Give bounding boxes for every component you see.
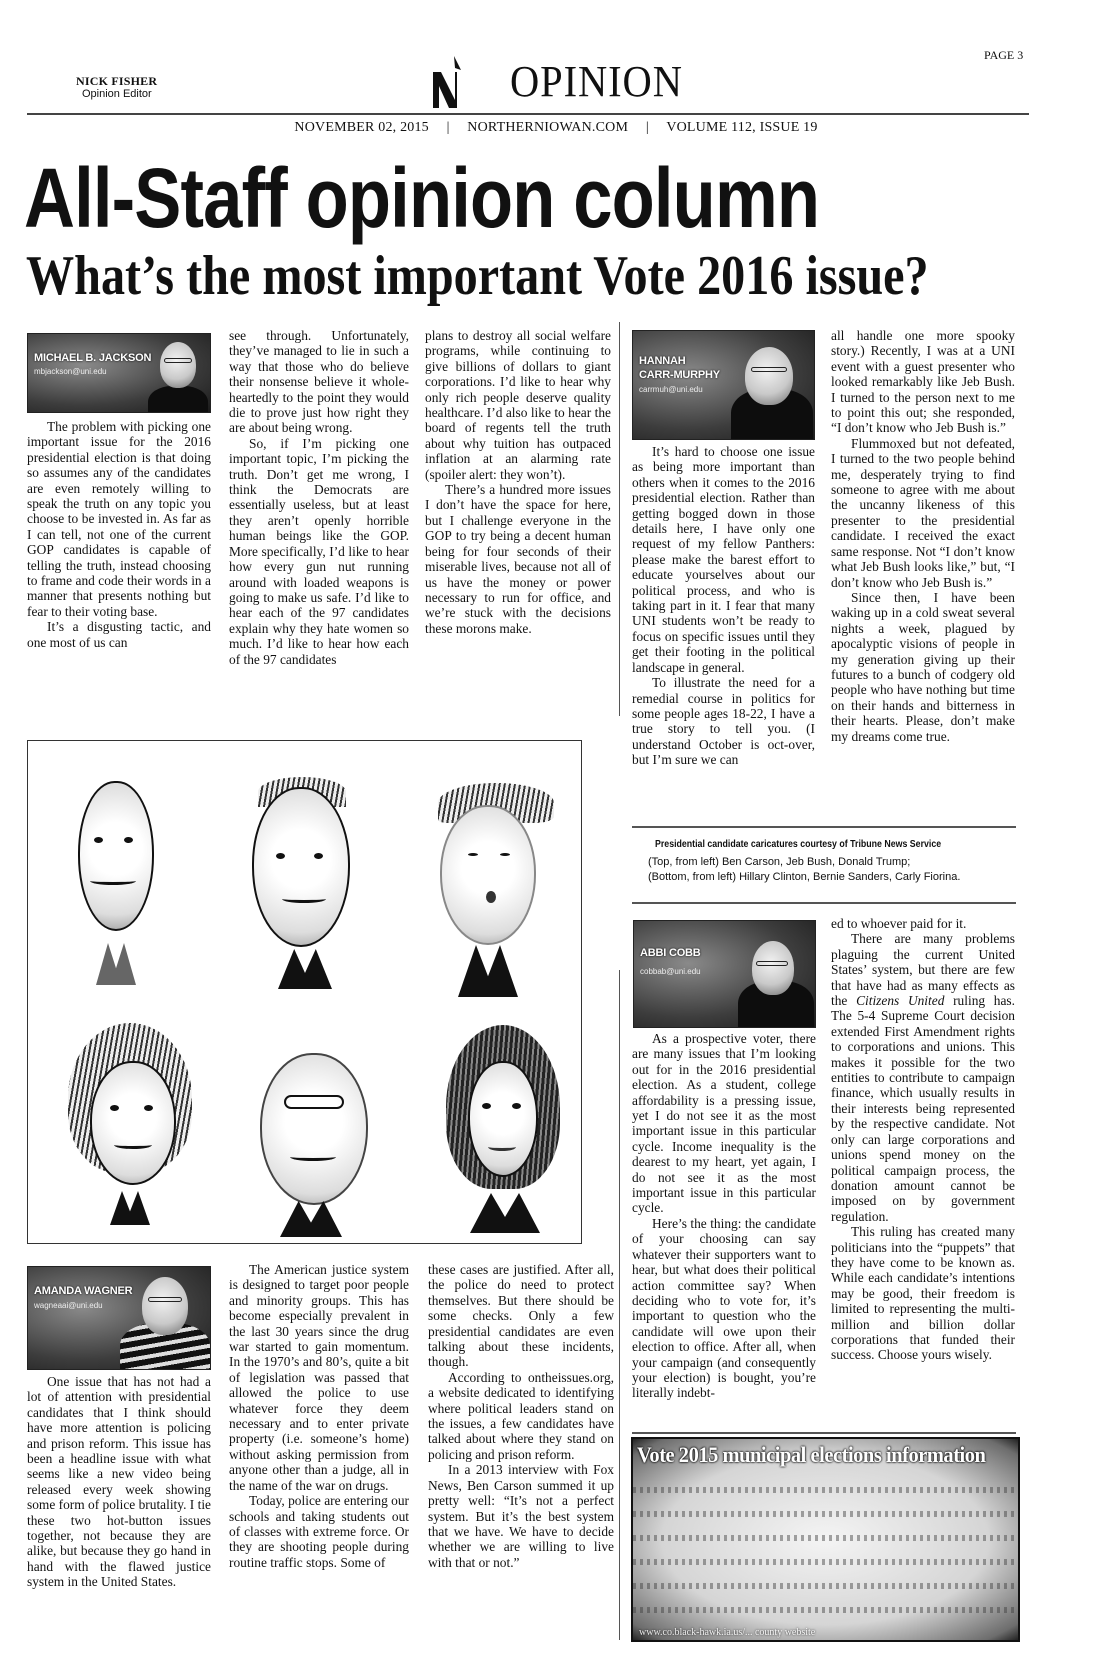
case-name: Citizens United <box>856 993 945 1009</box>
column-cobb-2 <box>831 916 1015 1363</box>
paragraph: One issue that has not had a lot of attention with presidential candidates that I think should have more attention is policing and prison reform. This issue has been a headline issue with what seems like a new video being released every week showing some form of police brutality. I tie these two hot-button issues together, not because they are alike, but because they go hand in hand with the flawed justice system in the United States. <box>27 1374 211 1590</box>
column-wagner-1 <box>27 1374 211 1590</box>
paragraph: Since then, I have been waking up in a cold sweat several nights a week, plagued by apocalyptic visions of people in my generation giving up their futures to a bunch of codgery old people who have nothing but time on their hands and bitterness in their hearts. Please, don’t make my dreams come true. <box>831 589 1015 744</box>
headline: All-Staff opinion column <box>24 151 820 245</box>
paragraph: Flummoxed but not defeated, I turned to the two people behind me, desperately trying to find someone to agree with me about the uncanny likeness of this presenter to the presidential candidate. I received the exact same response. Not “I don’t know what Jeb Bush looks like,” but, “I don’t know who Jeb Bush is.” <box>831 435 1015 590</box>
author-name: MICHAEL B. JACKSON <box>34 352 152 364</box>
caricature-jeb-bush <box>248 777 358 997</box>
column-divider <box>619 322 620 716</box>
website[interactable]: NORTHERNIOWAN.COM <box>467 120 629 135</box>
text: There are many problems plaguing the current United States’ system, but there are few that have had as many effects as the <box>831 931 1015 1009</box>
candidate-caricatures-image <box>27 740 582 1244</box>
column-cobb-1 <box>632 1031 816 1401</box>
caption-top-row: (Top, from left) Ben Carson, Jeb Bush, Donald Trump; <box>648 856 911 868</box>
paragraph: The problem with picking one important issue for the 2016 presidential election is that doing so assumes any of the candidates are even remotely willing to speak the truth on any topic you choose to be invested in. As far as I can tell, not one of the current GOP candidates is capable of telling the truth, instead choosing to frame and code their words in a manner that presents nothing but fear to their voting base. <box>27 419 211 619</box>
election-info-title: Vote 2015 municipal elections information <box>637 1442 986 1467</box>
separator: | <box>446 120 450 135</box>
volume-issue: VOLUME 112, ISSUE 19 <box>666 120 818 135</box>
column-divider <box>619 970 620 1640</box>
paragraph: The American justice system is designed to target poor people and minority groups. This has become especially prevalent in the last 30 years since the drug war started to gain momentum. In the 1970’s and 80’s, quite a bit of legislation was passed that allowed the police to use whatever force they deem necessary and to enter private property (i.e. someone’s home) without asking permission from anyone other than a judge, all in the name of the war on drugs. <box>229 1262 409 1493</box>
editor-title: Opinion Editor <box>82 88 152 100</box>
paragraph: In a 2013 interview with Fox News, Ben Carson summed it up pretty well: “It’s not a perfect system. But it’s the best system that we have. We have to decide whether we are willing to live with that or not.” <box>428 1462 614 1570</box>
paragraph: Today, police are entering our schools and taking students out of classes with extreme force. Or they are shooting people during routine traffic stops. Some of <box>229 1493 409 1570</box>
column-carr-murphy-1 <box>632 444 815 768</box>
section-title: OPINION <box>510 57 683 106</box>
paragraph: plans to destroy all social welfare programs, while continuing to give billions of dollars to giant corporations. I’d like to hear why only rich people deserve quality healthcare. I’d also like to hear the board of regents tell the truth about why tuition has outpaced inflation at an alarming rate (spoiler alert: they won’t). <box>425 328 611 482</box>
editor-name: NICK FISHER <box>76 74 158 88</box>
section-rule <box>632 826 1016 828</box>
section-rule <box>632 1432 1016 1434</box>
author-name: ABBI COBB <box>640 947 701 959</box>
dateline <box>0 120 1112 136</box>
paragraph: It’s hard to choose one issue as being more important than others when it comes to the 2016 presidential election. Rather than getting bogged down in those details here, I have only one request of my fellow Panthers: please make the barest effort to educate yourselves about our political process, and who is taking part in it. I fear that many UNI students won’t be ready to focus on specific issues until they get their footing in the political landscape in general. <box>632 444 815 675</box>
northern-iowan-logo-icon <box>433 56 461 108</box>
election-info-link[interactable]: www.co.black-hawk.ia.us/... county website <box>639 1627 816 1638</box>
author-photo-cobb <box>633 920 816 1028</box>
author-email: cobbab@uni.edu <box>640 967 701 976</box>
author-name-last: CARR-MURPHY <box>639 369 720 381</box>
paragraph: see through. Unfortunately, they’ve managed to lie in such a way that those who do believe their nonsense believe it whole-heartedly to the point they would die to prove just how right they are about being wrong. <box>229 328 409 436</box>
paragraph: To illustrate the need for a remedial course in politics for some people ages 18-22, I have a true story to tell you. (I understand October is oct-over, but I’m sure we can <box>632 675 815 768</box>
column-jackson-2 <box>229 328 409 667</box>
paragraph: There’s a hundred more issues I don’t have the space for here, but I challenge everyone in the GOP to try being a decent human being for four seconds of their miserable lives, because not all of us have the money or power necessary to run for office, and we’re stuck with the decisions these morons make. <box>425 482 611 636</box>
column-jackson-3 <box>425 328 611 636</box>
paragraph: Here’s the thing: the candidate of your choosing can say whatever their supporters want to hear, but what does their political action committee say? When deciding who to vote for, it’s important to question who the candidate will owe upon their election to office. After all, when your campaign (and consequently your election) is bought, you’re literally indebt- <box>632 1215 816 1401</box>
paragraph: So, if I’m picking one important topic, I’m picking the truth. Don’t get me wrong, I think the Democrats are essentially useless, but at least they aren’t openly horrible human beings like the GOP. More specifically, I’d like to hear how every gun nut running around with loaded weapons is going to make us safe. I’d like to hear each of the 97 candidates explain why they hate women so much. I’d like to hear how each of the 97 candidates <box>229 435 409 667</box>
election-info-box <box>631 1437 1020 1642</box>
column-carr-murphy-2 <box>831 328 1015 744</box>
page-number: PAGE 3 <box>984 48 1024 62</box>
column-wagner-2 <box>229 1262 409 1570</box>
paragraph: all handle one more spooky story.) Recently, I was at a UNI event with a guest presenter who looked remarkably like Jeb Bush. I turned to the person next to me to point this out; she responded, “I don’t know who Jeb Bush is.” <box>831 328 1015 436</box>
author-photo-carr-murphy <box>632 330 815 440</box>
paragraph: It’s a disgusting tactic, and one most of us can <box>27 619 211 650</box>
subheadline: What’s the most important Vote 2016 issue? <box>26 245 929 307</box>
column-wagner-3 <box>428 1262 614 1570</box>
issue-date: NOVEMBER 02, 2015 <box>294 120 429 135</box>
author-email: mbjackson@uni.edu <box>34 367 107 376</box>
author-name-first: HANNAH <box>639 355 686 367</box>
author-photo-jackson <box>27 333 211 413</box>
paragraph <box>831 931 1015 1224</box>
paragraph: As a prospective voter, there are many issues that I’m looking out for in the 2016 presidential election. As a student, college affordability is a pressing issue, yet I do not see it as the most important issue in this particular cycle. Income inequality is the dearest to my heart, yet again, I do not see it as the most important issue in this particular cycle. <box>632 1031 816 1216</box>
caricature-donald-trump <box>428 783 558 1003</box>
paragraph: these cases are justified. After all, the police do need to protect themselves. But there should be some checks. Only a few presidential candidates are even talking about these incidents, though. <box>428 1262 614 1370</box>
text: ruling has. The 5-4 Supreme Court decision extended First Amendment rights to corporations and unions. This makes it possible for the two entities to contribute to campaign finance, which usually results in their interests being represented by the respective candidate. Not only can large corporations and unions spend money on the political campaign process, the donation amount cannot be imposed on by government regulation. <box>831 993 1015 1224</box>
caricature-ben-carson <box>76 781 166 991</box>
column-jackson-1 <box>27 419 211 650</box>
separator: | <box>645 120 649 135</box>
caption-bottom-row: (Bottom, from left) Hillary Clinton, Bernie Sanders, Carly Fiorina. <box>648 871 961 883</box>
author-email: wagneaai@uni.edu <box>34 1301 103 1310</box>
paragraph: According to ontheissues.org, a website dedicated to identifying where political leaders stand on the issues, a few candidates have talked about where they stand on policing and prison reform. <box>428 1369 614 1462</box>
caricature-hillary-clinton <box>68 1023 198 1233</box>
caricature-carly-fiorina <box>446 1025 566 1235</box>
author-email: carrmuh@uni.edu <box>639 385 703 394</box>
author-name: AMANDA WAGNER <box>34 1285 133 1297</box>
paragraph: This ruling has created many politicians into the “puppets” that they have come to be known as. While each candidate’s intentions may be good, their freedom is limited to representing the multi-million and billion dollar corporations that funded their success. Choose yours wisely. <box>831 1224 1015 1363</box>
paragraph: ed to whoever paid for it. <box>831 916 967 931</box>
photo-credit: Presidential candidate caricatures courtesy of Tribune News Service <box>655 839 942 850</box>
author-photo-wagner <box>27 1266 211 1370</box>
masthead-rule <box>27 113 1029 115</box>
section-rule <box>632 902 1016 904</box>
caricature-bernie-sanders <box>250 1033 380 1243</box>
